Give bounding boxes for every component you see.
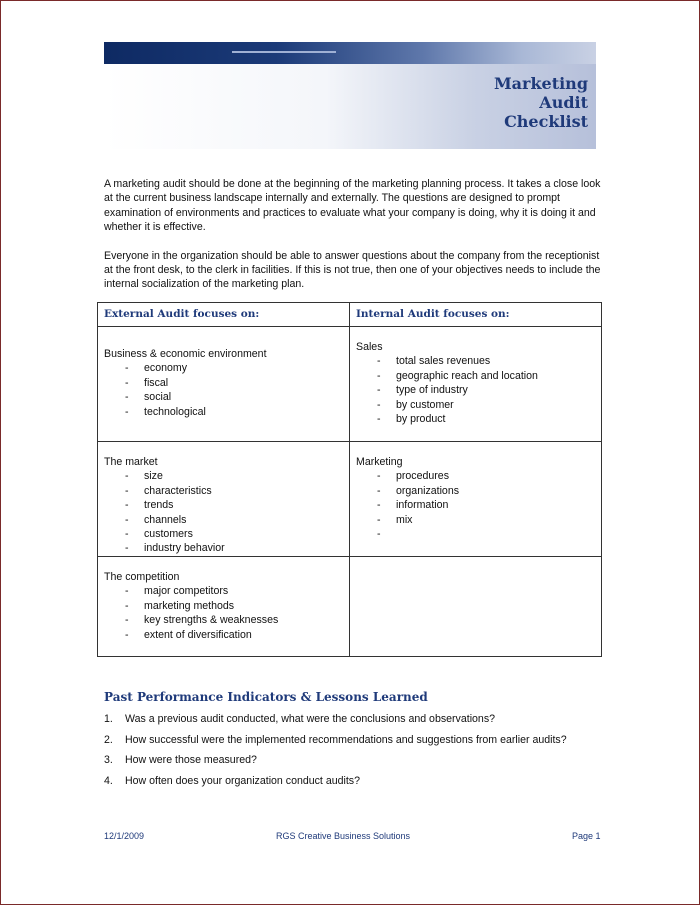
group-title: Sales bbox=[356, 341, 383, 353]
internal-cell bbox=[350, 442, 602, 557]
item-list bbox=[356, 469, 595, 541]
list-item bbox=[104, 599, 343, 613]
group-title: Marketing bbox=[356, 456, 403, 468]
item-number: 3. bbox=[104, 754, 113, 767]
list-item bbox=[356, 412, 595, 426]
page-title bbox=[494, 74, 588, 131]
external-cell bbox=[98, 442, 350, 557]
intro-paragraph: Everyone in the organization should be able to answer questions about the company from the receptionist at the front desk, to the clerk in facilities. If this is not true, then one of your objectives needs to include the internal socialization of the marketing plan. bbox=[104, 249, 601, 291]
list-item-label: fiscal bbox=[144, 376, 169, 389]
footer-date: 12/1/2009 bbox=[104, 831, 145, 841]
bullet-dash: - bbox=[377, 398, 381, 411]
list-item bbox=[356, 398, 595, 412]
list-item-label: extent of diversification bbox=[144, 628, 252, 641]
list-item bbox=[104, 390, 343, 404]
list-item bbox=[104, 628, 343, 642]
list-item bbox=[104, 469, 343, 483]
bullet-dash: - bbox=[125, 599, 129, 612]
list-item bbox=[356, 513, 595, 527]
bullet-dash: - bbox=[377, 384, 381, 397]
list-item-label: total sales revenues bbox=[396, 355, 491, 368]
bullet-dash: - bbox=[377, 470, 381, 483]
list-item-label: industry behavior bbox=[144, 542, 225, 555]
list-item-label: information bbox=[396, 499, 449, 512]
bullet-dash: - bbox=[377, 355, 381, 368]
bullet-dash: - bbox=[125, 628, 129, 641]
list-item bbox=[356, 484, 595, 498]
banner-line bbox=[232, 51, 336, 53]
question-text: Was a previous audit conducted, what were the conclusions and observations? bbox=[125, 713, 496, 725]
list-item-label: procedures bbox=[396, 470, 449, 483]
list-item bbox=[104, 584, 343, 598]
list-item-label: characteristics bbox=[144, 484, 212, 497]
list-item-label: marketing methods bbox=[144, 599, 235, 612]
bullet-dash: - bbox=[377, 528, 381, 541]
list-item-label: trends bbox=[144, 499, 174, 512]
list-item-label: major competitors bbox=[144, 585, 229, 598]
bullet-dash: - bbox=[125, 405, 129, 418]
external-cell bbox=[98, 557, 350, 657]
intro-paragraph: A marketing audit should be done at the beginning of the marketing planning process. It takes a close look at the current business landscape internally and externally. The questions are designed to prompt examination of environments and practices to evaluate what your company is doing, why it is doing it and whether it is effective. bbox=[104, 178, 601, 234]
bullet-dash: - bbox=[125, 585, 129, 598]
list-item bbox=[104, 754, 567, 775]
bullet-dash: - bbox=[125, 391, 129, 404]
group-title: The market bbox=[104, 456, 158, 468]
bullet-dash: - bbox=[377, 413, 381, 426]
internal-header: Internal Audit focuses on: bbox=[350, 303, 602, 327]
title-line: Audit bbox=[539, 93, 588, 112]
list-item-label: mix bbox=[396, 513, 413, 526]
list-item bbox=[104, 513, 343, 527]
list-item bbox=[104, 484, 343, 498]
internal-cell-empty bbox=[350, 557, 602, 657]
bullet-dash: - bbox=[125, 376, 129, 389]
list-item bbox=[104, 613, 343, 627]
list-item bbox=[104, 405, 343, 419]
list-item-label: size bbox=[144, 470, 163, 483]
list-item bbox=[104, 376, 343, 390]
list-item-label: key strengths & weaknesses bbox=[144, 614, 279, 627]
title-line: Marketing bbox=[493, 74, 588, 93]
item-number: 4. bbox=[104, 775, 113, 788]
question-list bbox=[104, 713, 567, 796]
list-item-label: geographic reach and location bbox=[396, 369, 538, 382]
banner-bar bbox=[104, 42, 596, 64]
title-line: Checklist bbox=[504, 112, 588, 131]
item-list bbox=[356, 354, 595, 426]
external-cell bbox=[98, 327, 350, 442]
bullet-dash: - bbox=[125, 470, 129, 483]
list-item-label: technological bbox=[144, 405, 206, 418]
item-number: 2. bbox=[104, 733, 113, 746]
list-item bbox=[104, 361, 343, 375]
group-title: Business & economic environment bbox=[104, 348, 267, 360]
header-banner bbox=[104, 42, 596, 149]
external-header: External Audit focuses on: bbox=[98, 303, 350, 327]
intro-text bbox=[104, 177, 604, 306]
list-item-label: organizations bbox=[396, 484, 460, 497]
question-text: How were those measured? bbox=[125, 754, 257, 767]
list-item bbox=[104, 498, 343, 512]
list-item-label: type of industry bbox=[396, 384, 468, 397]
bullet-dash: - bbox=[125, 614, 129, 627]
list-item bbox=[356, 469, 595, 483]
list-item bbox=[356, 383, 595, 397]
item-number: 1. bbox=[104, 713, 113, 725]
group-title: The competition bbox=[104, 571, 180, 583]
bullet-dash: - bbox=[125, 484, 129, 497]
question-text: How often does your organization conduct audits? bbox=[125, 775, 360, 788]
internal-cell bbox=[350, 327, 602, 442]
list-item bbox=[104, 775, 567, 796]
bullet-dash: - bbox=[125, 528, 129, 541]
bullet-dash: - bbox=[377, 369, 381, 382]
bullet-dash: - bbox=[377, 484, 381, 497]
bullet-dash: - bbox=[377, 499, 381, 512]
list-item bbox=[356, 369, 595, 383]
list-item bbox=[104, 527, 343, 541]
list-item-label: channels bbox=[144, 513, 187, 526]
list-item-label: economy bbox=[144, 362, 187, 375]
list-item-label: by product bbox=[396, 413, 446, 426]
footer-page: Page 1 bbox=[572, 831, 601, 841]
list-item bbox=[104, 734, 567, 755]
list-item bbox=[356, 354, 595, 368]
list-item-label: by customer bbox=[396, 398, 454, 411]
section-heading: Past Performance Indicators & Lessons Learned bbox=[104, 690, 428, 704]
audit-table bbox=[97, 302, 602, 657]
bullet-dash: - bbox=[377, 513, 381, 526]
footer-company: RGS Creative Business Solutions bbox=[276, 831, 411, 841]
bullet-dash: - bbox=[125, 542, 129, 555]
list-item bbox=[356, 498, 595, 512]
list-item bbox=[104, 713, 567, 734]
bullet-dash: - bbox=[125, 513, 129, 526]
bullet-dash: - bbox=[125, 362, 129, 375]
list-item-label: customers bbox=[144, 528, 193, 541]
list-item bbox=[104, 541, 343, 555]
list-item-label: social bbox=[144, 391, 172, 404]
item-list bbox=[104, 584, 343, 642]
item-list bbox=[104, 361, 343, 419]
item-list bbox=[104, 469, 343, 555]
bullet-dash: - bbox=[125, 499, 129, 512]
question-text: How successful were the implemented recommendations and suggestions from earlier audits? bbox=[125, 733, 567, 746]
